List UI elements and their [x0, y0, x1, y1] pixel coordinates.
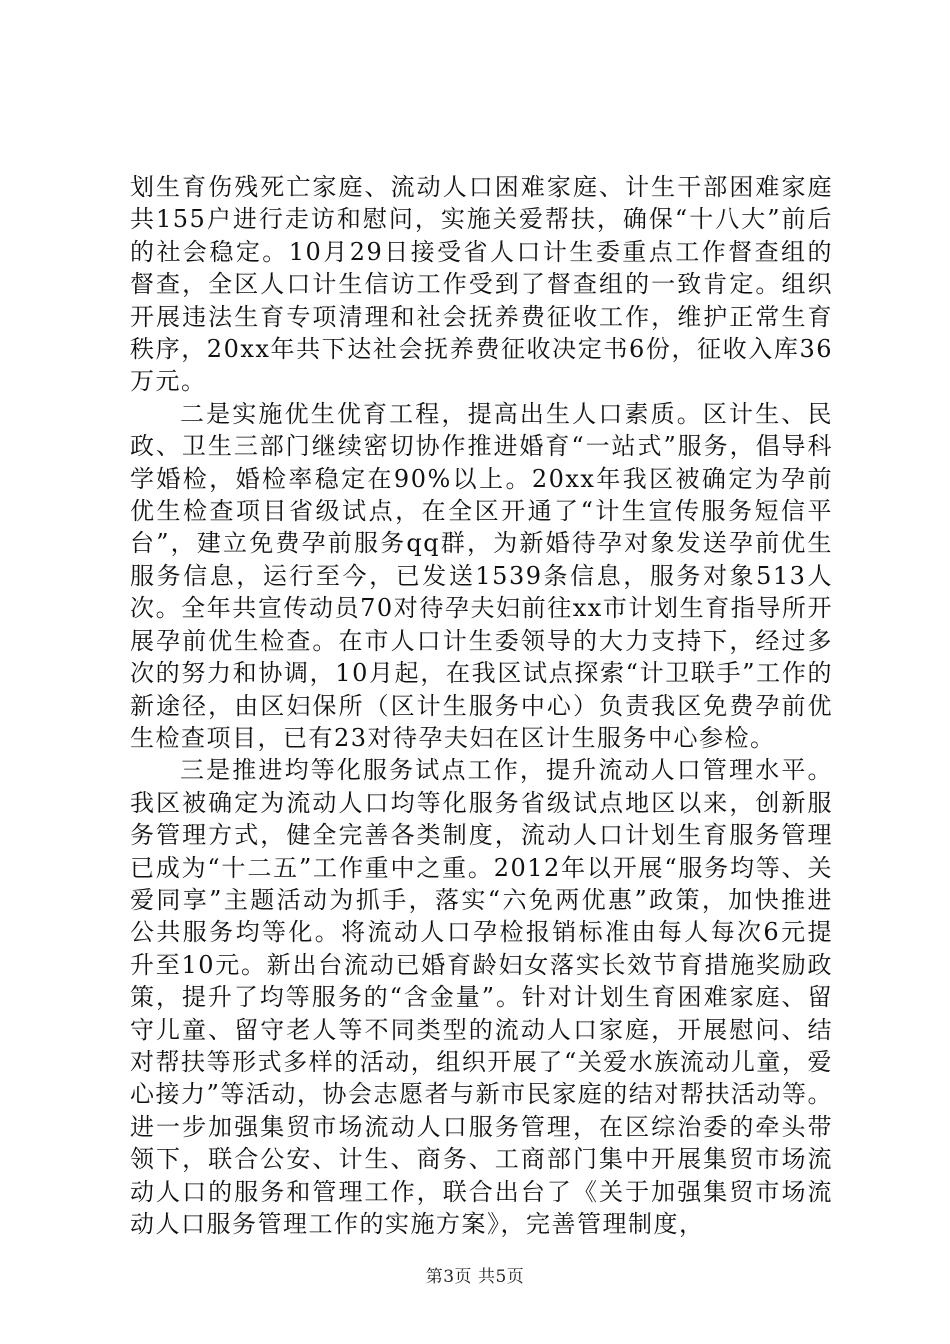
document-body: [130, 171, 833, 1240]
page-number-label: 第3页 共5页: [425, 1267, 525, 1287]
paragraph-1: 划生育伤残死亡家庭、流动人口困难家庭、计生干部困难家庭共155户进行走访和慰问，实施关爱帮扶，确保“十八大”前后的社会稳定。10月29日接受省人口计生委重点工作督查组的督查，全区人口计生信访工作受到了督查组的一致肯定。组织开展违法生育专项清理和社会抚养费征收工作，维护正常生育秩序，20xx年共下达社会抚养费征收决定书6份，征收入库36万元。: [130, 173, 833, 396]
page-footer: [0, 1262, 950, 1287]
paragraph-3: 三是推进均等化服务试点工作，提升流动人口管理水平。我区被确定为流动人口均等化服务省级试点地区以来，创新服务管理方式，健全完善各类制度，流动人口计划生育服务管理已成为“十二五”工作重中之重。2012年以开展“服务均等、关爱同享”主题活动为抓手，落实“六免两优惠”政策，加快推进公共服务均等化。将流动人口孕检报销标准由每人每次6元提升至10元。新出台流动已婚育龄妇女落实长效节育措施奖励政策，提升了均等服务的“含金量”。针对计划生育困难家庭、留守儿童、留守老人等不同类型的流动人口家庭，开展慰问、结对帮扶等形式多样的活动，组织开展了“关爱水族流动儿童，爱心接力”等活动，协会志愿者与新市民家庭的结对帮扶活动等。进一步加强集贸市场流动人口服务管理，在区综治委的牵头带领下，联合公安、计生、商务、工商部门集中开展集贸市场流动人口的服务和管理工作，联合出台了《关于加强集贸市场流动人口服务管理工作的实施方案》，完善管理制度，: [130, 756, 833, 1238]
paragraph-2: 二是实施优生优育工程，提高出生人口素质。区计生、民政、卫生三部门继续密切协作推进婚育“一站式”服务，倡导科学婚检，婚检率稳定在90%以上。20xx年我区被确定为孕前优生检查项目省级试点，在全区开通了“计生宣传服务短信平台”，建立免费孕前服务qq群，为新婚待孕对象发送孕前优生服务信息，运行至今，已发送1539条信息，服务对象513人次。全年共宣传动员70对待孕夫妇前往xx市计划生育指导所开展孕前优生检查。在市人口计生委领导的大力支持下，经过多次的努力和协调，10月起，在我区试点探索“计卫联手”工作的新途径，由区妇保所（区计生服务中心）负责我区免费孕前优生检查项目，已有23对待孕夫妇在区计生服务中心参检。: [130, 399, 833, 752]
